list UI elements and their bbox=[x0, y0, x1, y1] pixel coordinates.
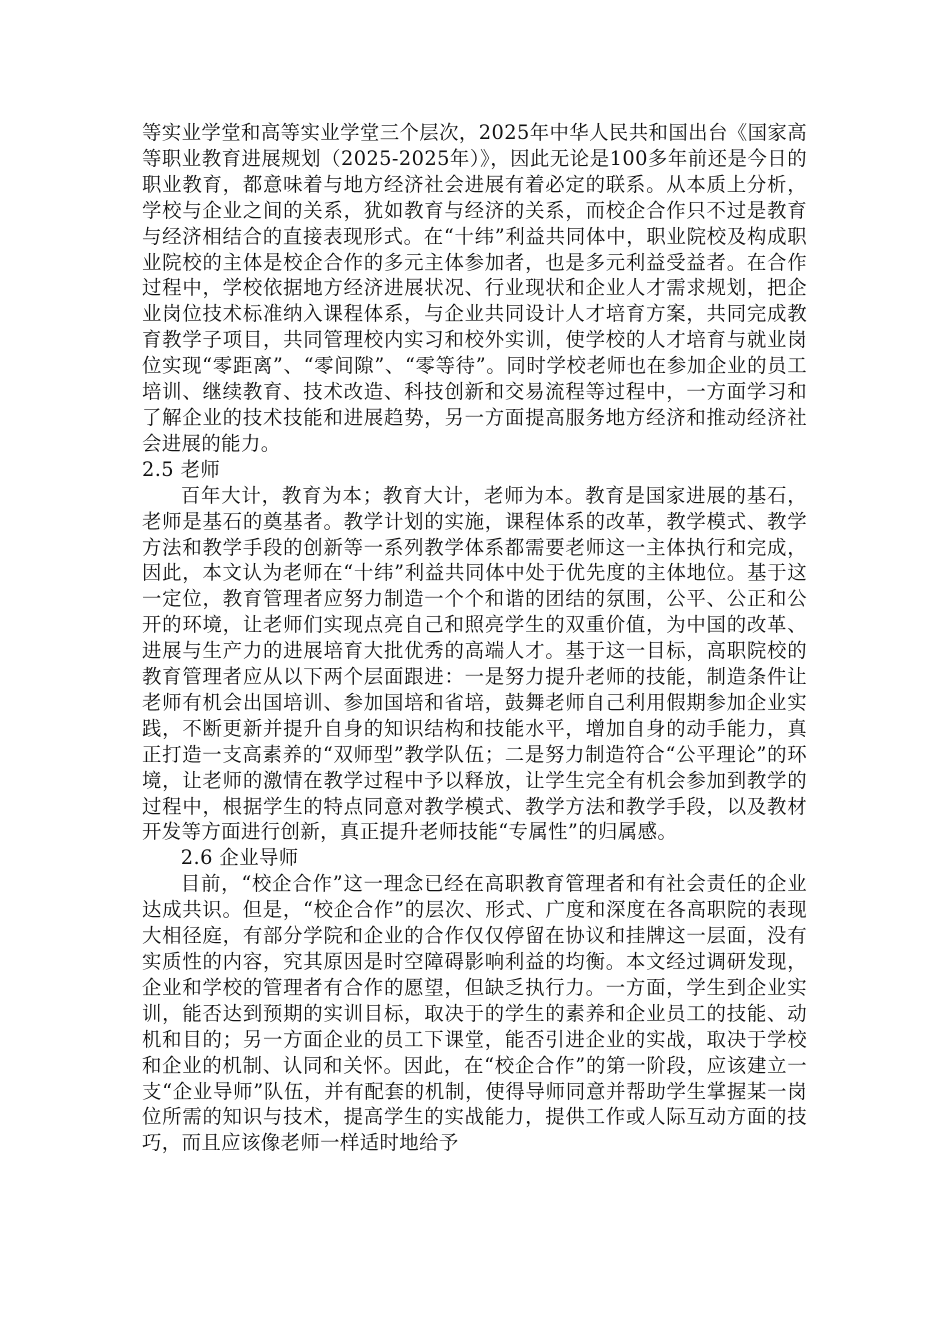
document-page bbox=[142, 120, 807, 1156]
paragraph-continuation: 等实业学堂和高等实业学堂三个层次，2025年中华人民共和国出台《国家高等职业教育进展规划（2025-2025年）》，因此无论是100多年前还是今日的职业教育，都意味着与地方经济社会进展有着必定的联系。从本质上分析，学校与企业之间的关系，犹如教育与经济的关系，而校企合作只不过是教育与经济相结合的直接表现形式。在“十纬”利益共同体中，职业院校及构成职业院校的主体是校企合作的多元主体参加者，也是多元利益受益者。在合作过程中，学校依据地方经济进展状况、行业现状和企业人才需求规划，把企业岗位技术标准纳入课程体系，与企业共同设计人才培育方案，共同完成教育教学子项目，共同管理校内实习和校外实训，使学校的人才培育与就业岗位实现“零距离”、“零间隙”、“零等待”。同时学校老师也在参加企业的员工培训、继续教育、技术改造、科技创新和交易流程等过程中，一方面学习和了解企业的技术技能和进展趋势，另一方面提高服务地方经济和推动经济社会进展的能力。 bbox=[142, 121, 807, 455]
paragraph-teachers: 百年大计，教育为本；教育大计，老师为本。教育是国家进展的基石，老师是基石的奠基者。教学计划的实施，课程体系的改革，教学模式、教学方法和教学手段的创新等一系列教学体系都需要老师这一主体执行和完成，因此，本文认为老师在“十纬”利益共同体中处于优先度的主体地位。基于这一定位，教育管理者应努力制造一个个和谐的团结的氛围，公平、公正和公开的环境，让老师们实现点亮自己和照亮学生的双重价值，为中国的改革、进展与生产力的进展培育大批优秀的高端人才。基于这一目标，高职院校的教育管理者应从以下两个层面跟进：一是努力提升老师的技能，制造条件让老师有机会出国培训、参加国培和省培，鼓舞老师自己利用假期参加企业实践，不断更新并提升自身的知识结构和技能水平，增加自身的动手能力，真正打造一支高素养的“双师型”教学队伍；二是努力制造符合“公平理论”的环境，让老师的激情在教学过程中予以释放，让学生完全有机会参加到教学的过程中，根据学生的特点同意对教学模式、教学方法和教学手段，以及教材开发等方面进行创新，真正提升老师技能“专属性”的归属感。 bbox=[142, 483, 807, 844]
paragraph-enterprise-mentors: 目前，“校企合作”这一理念已经在高职教育管理者和有社会责任的企业达成共识。但是，“校企合作”的层次、形式、广度和深度在各高职院的表现大相径庭，有部分学院和企业的合作仅仅停留在协议和挂牌这一层面，没有实质性的内容，究其原因是时空障碍影响利益的均衡。本文经过调研发现，企业和学校的管理者有合作的愿望，但缺乏执行力。一方面，学生到企业实训，能否达到预期的实训目标，取决于的学生的素养和企业员工的技能、动机和目的；另一方面企业的员工下课堂，能否引进企业的实战，取决于学校和企业的机制、认同和关怀。因此，在“校企合作”的第一阶段，应该建立一支“企业导师”队伍，并有配套的机制，使得导师同意并帮助学生掌握某一岗位所需的知识与技术，提高学生的实战能力，提供工作或人际互动方面的技巧，而且应该像老师一样适时地给予 bbox=[142, 872, 807, 1155]
section-heading-teachers: 2.5 老师 bbox=[142, 457, 221, 481]
section-heading-enterprise-mentors: 2.6 企业导师 bbox=[180, 846, 299, 870]
